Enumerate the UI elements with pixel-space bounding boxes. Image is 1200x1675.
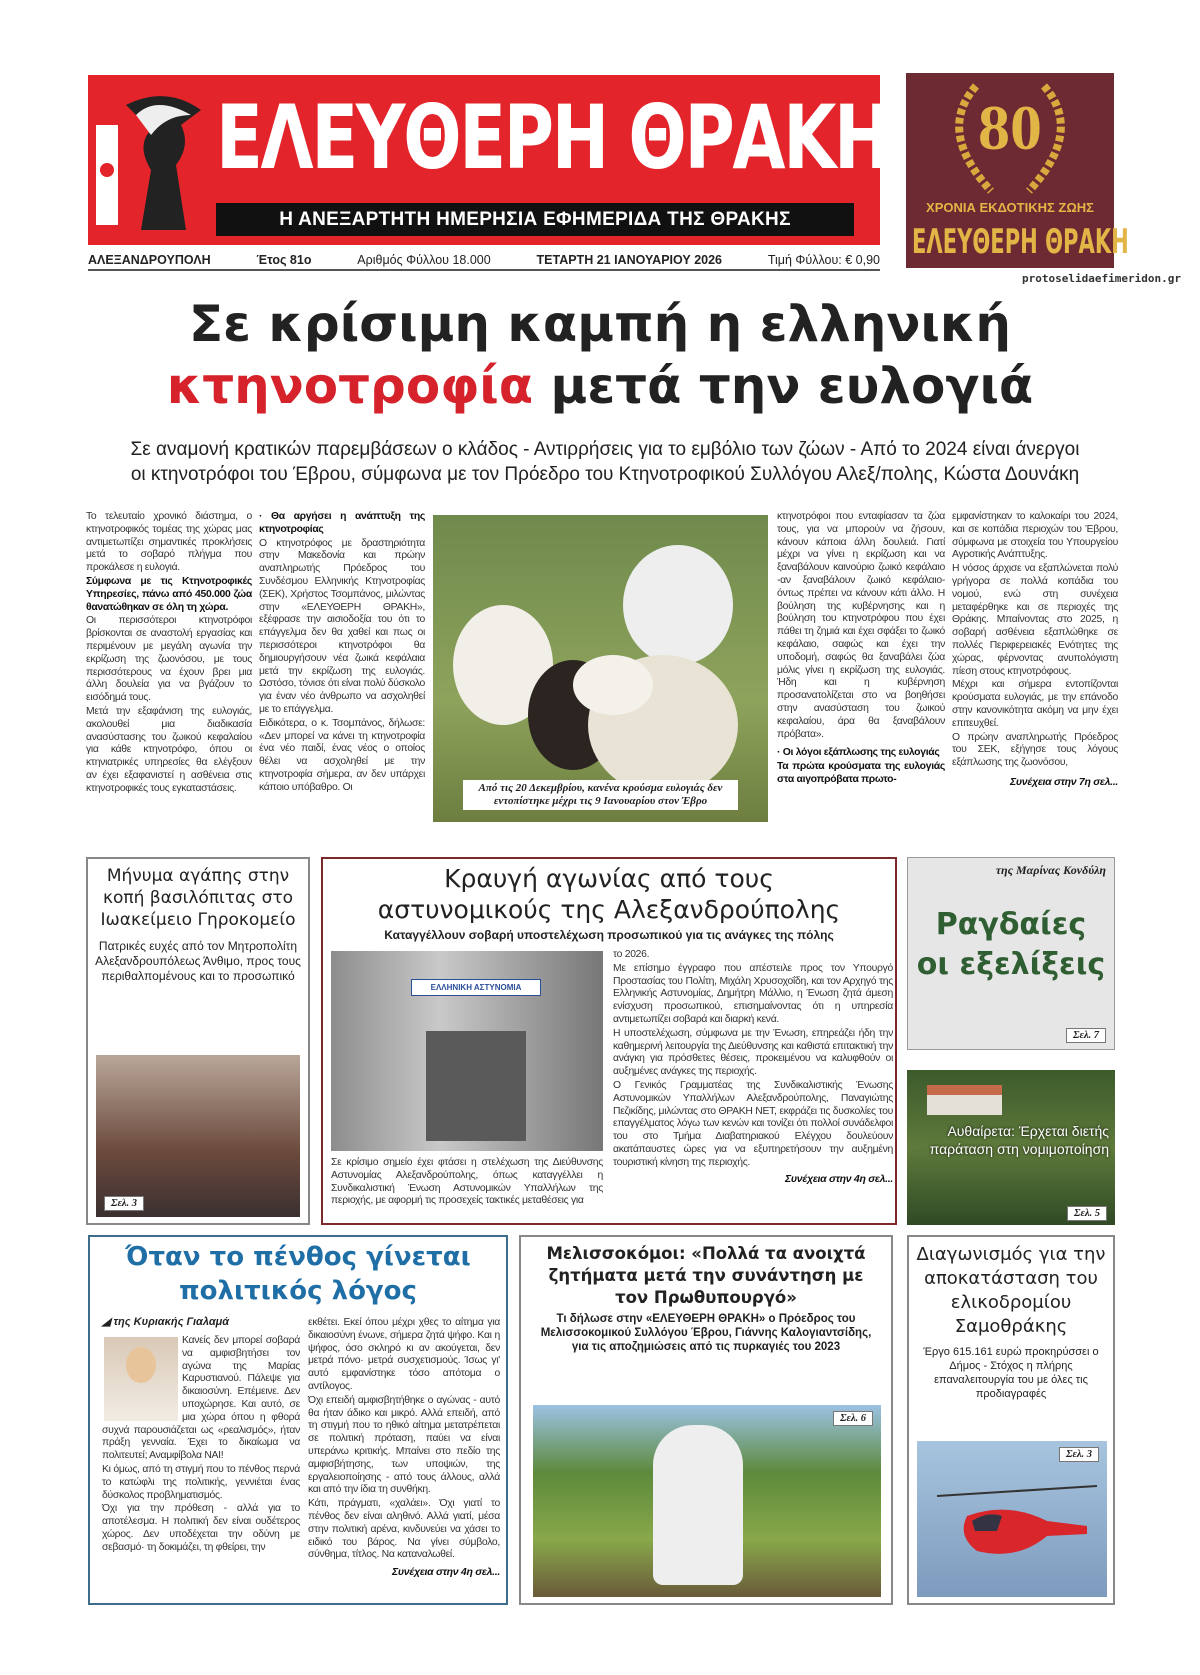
article-title xyxy=(908,905,1114,985)
beekeeper-photo xyxy=(533,1405,881,1597)
subhead-line2: οι κτηνοτρόφοι του Έβρου, σύμφωνα με τον Πρόεδρο του Κτηνοτροφικού Συλλόγου Αλεξ/πολης, Κώστα Δουνάκη xyxy=(130,464,1080,485)
intro-text: Κανείς δεν μπορεί σοβαρά να αμφισβητήσει τον αγώνα της Μαρίας Καρυστιανού. Πάλεψε για δικαιοσύνη. Επέμεινε. Δεν υποχώρησε. Και αυτό, σε μια χώρα όπου η φθορά συχνά παρουσιάζεται ως «ρεαλισμός», ήταν πράξη γενναία. Έχει το δικαίωμα να πολιτευτεί; Αναμφίβολα ΝΑΙ! xyxy=(102,1335,300,1462)
page-tag[interactable]: Σελ. 7 xyxy=(1066,1028,1106,1043)
author-name: της Κυριακής Γιαλαμά xyxy=(113,1316,230,1328)
lead-column-1 xyxy=(86,511,252,797)
page-tag[interactable]: Σελ. 3 xyxy=(104,1196,144,1211)
newspaper-tagline: Η ΑΝΕΞΑΡΤΗΤΗ ΗΜΕΡΗΣΙΑ ΕΦΗΜΕΡΙΔΑ ΤΗΣ ΘΡΑΚΗΣ xyxy=(216,203,854,236)
intro xyxy=(102,1335,300,1463)
paragraph: Όχι για την πρόθεση - αλλά για το αποτέλεσμα. Η πολιτική δεν είναι ουδέτερος χώρος. Δεν υποδέχεται την οδύνη με σεβασμό· τη δοκιμάζει, τη φθείρει, την xyxy=(102,1503,300,1553)
article-subtitle: Καταγγέλλουν σοβαρή υποστελέχωση προσωπικού για τις ανάγκες της πόλης xyxy=(384,928,834,942)
article-title xyxy=(323,863,895,925)
title-line2: οι εξελίξεις xyxy=(916,947,1106,982)
winged-victory-logo xyxy=(96,85,214,235)
anniversary-name: ΕΛΕΥΘΕΡΗ ΘΡΑΚΗ xyxy=(912,222,1129,262)
title-line1: Όταν το πένθος γίνεται xyxy=(125,1242,471,1272)
paragraph: Όχι επειδή αμφισβητήθηκε ο αγώνας - αυτό θα ήταν άδικο και μικρό. Αλλά επειδή, από τη στιγμή που το ηθικό αίτημα μετατρέπεται σε πολιτική πρόταση, παύει να είναι υπεράνω κριτικής. Μπαίνει στο πεδίο της αμφισβήτησης, των υποψιών, της εργαλειοποίησης - από τους άλλους, αλλά και από την ίδια τη συνθήκη. xyxy=(308,1394,500,1496)
subhead-line1: Σε αναμονή κρατικών παρεμβάσεων ο κλάδος - Αντιρρήσεις για το εμβόλιο των ζώων - Από το 2024 είναι άνεργοι xyxy=(130,439,1080,460)
page-tag[interactable]: Σελ. 6 xyxy=(833,1411,873,1426)
helicopter-icon xyxy=(937,1476,1097,1576)
paragraph: Κάτι, πράγματι, «χαλάει». Όχι γιατί το πένθος δεν είναι αληθινό. Αλλά γιατί, μέσα στην πολιτική αρένα, κινδυνεύει να χάσει το ειδικό του βάρος. Να γίνει σύμβολο, σύνθημα, τίτλος. Να καταναλωθεί. xyxy=(308,1498,500,1561)
anniversary-number: 80 xyxy=(978,92,1042,163)
paragraph: Τα πρώτα κρούσματα της ευλογιάς στα αιγοπρόβατα πρωτο- xyxy=(777,761,945,785)
atm-kiosk xyxy=(426,1031,526,1141)
article-title xyxy=(90,1240,506,1308)
helicopter-photo xyxy=(917,1441,1107,1597)
headline-line2: μετά την ευλογιά xyxy=(533,357,1034,415)
title-line2: πολιτικός λόγος xyxy=(179,1276,417,1306)
article-title: Μελισσοκόμοι: «Πολλά τα ανοιχτά ζητήματα μετά την συνάντηση με τον Πρωθυπουργό» xyxy=(546,1244,866,1307)
headline-highlight: κτηνοτροφία xyxy=(166,357,534,415)
lead-headline[interactable] xyxy=(0,293,1200,417)
house-illustration xyxy=(927,1085,1002,1115)
section-heading: · Θα αργήσει η ανάπτυξη της κτηνοτροφίας xyxy=(259,511,425,535)
price: Τιμή Φύλλου: € 0,90 xyxy=(767,253,880,267)
paragraph: εμφανίστηκαν το καλοκαίρι του 2024, και σε κοπάδια περιοχών του Έβρου, σύμφωνα με στοιχεία του Υπουργείου Αγροτικής Ανάπτυξης. xyxy=(952,511,1118,561)
continue-link[interactable]: Συνέχεια στην 7η σελ... xyxy=(1010,775,1118,788)
gerokomeio-article[interactable] xyxy=(86,857,310,1225)
police-left-text: Σε κρίσιμο σημείο έχει φτάσει η στελέχωση της Διεύθυνσης Αστυνομίας Αλεξανδρούπολης, όπως καταγγέλλει η Συνδικαλιστική Ένωση Αστυνομικών Υπαλλήλων της περιοχής, με αφορμή τις προσεχείς τακτικές μεταθέσεις για xyxy=(331,1157,603,1207)
title-line1: Ραγδαίες xyxy=(935,907,1087,942)
city: ΑΛΕΞΑΝΔΡΟΥΠΟΛΗ xyxy=(88,253,211,267)
lead-column-3 xyxy=(777,511,945,788)
paragraph: εκθέτει. Εκεί όπου μέχρι χθες το αίτημα για δικαιοσύνη ένωνε, σήμερα ζητά ψήφο. Και η ψήφος, όσο σκληρό κι αν ακούγεται, δεν μετρά πόνο· μετρά συσχετισμούς. Ίσως γι' αυτό εμφανίστηκε τόσο απότομα ο αντίλογος. xyxy=(308,1317,500,1392)
lead-column-2 xyxy=(259,511,425,796)
police-right-text xyxy=(613,949,893,1186)
author: της Μαρίνας Κονδύλη xyxy=(995,863,1106,877)
paragraph: Με επίσημο έγγραφο που απέστειλε προς τον Υπουργό Προστασίας του Πολίτη, Μιχάλη Χρυσοχοΐδη, και τον Αρχηγό της Ελληνικής Αστυνομίας, Δημήτρη Μάλλιο, η Ένωση ζητά άμεση ενίσχυση προσωπικού, επισημαίνοντας ότι η υπηρεσία αντιμετωπίζει σοβαρά και διαρκή κενά. xyxy=(613,962,893,1025)
article-title: Διαγωνισμός για την αποκατάσταση του ελικοδρομίου Σαμοθράκης xyxy=(916,1244,1106,1337)
paragraph: Μετά την εξαφάνιση της ευλογιάς, ακολουθεί μια διαδικασία ανασύστασης του ζωικού κεφαλαίου για κάθε κτηνοτρόφο, όπου οι κτηνιατρικές υπηρεσίες θα ελέγξουν αν έχει εξαφανιστεί η ασθένεια στις κτηνοτροφικές τους εγκαταστάσεις. xyxy=(86,705,252,794)
article-title: Μήνυμα αγάπης στην κοπή βασιλόπιτας στο Ιωακείμειο Γηροκομείο xyxy=(100,866,296,930)
paragraph: Η νόσος άρχισε να εξαπλώνεται πολύ γρήγορα σε πολλά κοπάδια του νομού, ενώ στη συνέχεια μεταφέρθηκε και σε περιοχές της Θράκης. Μπαίνοντας στο 2025, η σοβαρή ασθένεια εξαπλώθηκε σε πολλές Περιφερειακές Ενότητες της χώρας, φέρνοντας ανυπολόγιστη πίεση στους κτηνοτρόφους. xyxy=(952,563,1118,677)
year: Έτος 81ο xyxy=(256,253,312,267)
grief-right-column xyxy=(308,1317,500,1580)
article-title: Αυθαίρετα: Έρχεται διετής παράταση στη νομιμοποίηση xyxy=(929,1123,1109,1157)
masthead xyxy=(88,75,890,245)
beekeeper-figure xyxy=(653,1425,743,1585)
lead-subheadline xyxy=(90,437,1120,487)
page-tag[interactable]: Σελ. 5 xyxy=(1067,1206,1107,1221)
page-tag[interactable]: Σελ. 3 xyxy=(1059,1447,1099,1462)
paragraph: Ο πρώην αναπληρωτής Πρόεδρος του ΣΕΚ, εξήγησε τους λόγους εξάπλωσης της ζωονόσου, xyxy=(952,731,1118,769)
police-building-photo xyxy=(331,951,603,1151)
anniversary-badge xyxy=(906,73,1129,268)
paragraph: Ο κτηνοτρόφος με δραστηριότητα στην Μακεδονία και πρώην αναπληρωτής Πρόεδρος του Συνδέσμου Ελληνικής Κτηνοτροφίας (ΣΕΚ), Χρήστος Τσομπάνος, μιλώντας στην «ΕΛΕΥΘΕΡΗ ΘΡΑΚΗ», εξέφρασε την αισιοδοξία του ότι το επάγγελμα δεν θα χαθεί και πως οι περισσότεροι κτηνοτρόφοι θα δημιουργήσουν νέα ζωικά κεφάλαια μετά την εκρίζωση της ευλογιάς. Ωστόσο, τόνισε ότι είναι πολύ δύσκολο για έναν νέο άνθρωπο να ασχοληθεί με το επάγγελμα. xyxy=(259,537,425,715)
article-subtitle: Τι δήλωσε στην «ΕΛΕΥΘΕΡΗ ΘΡΑΚΗ» ο Πρόεδρος του Μελισσοκομικού Συλλόγου Έβρου, Γιάννης Καλογιαντσίδης, για τις αποζημιώσεις από τις πυρκαγιές του 2023 xyxy=(540,1313,872,1353)
section-heading: · Οι λόγοι εξάπλωσης της ευλογιάς xyxy=(777,747,940,759)
newspaper-title: ΕΛΕΥΘΕΡΗ ΘΡΑΚΗ xyxy=(216,86,890,189)
police-sign: ΕΛΛΗΝΙΚΗ ΑΣΤΥΝΟΜΙΑ xyxy=(411,979,541,996)
continue-link[interactable]: Συνέχεια στην 4η σελ... xyxy=(392,1566,500,1579)
title-line2: αστυνομικούς της Αλεξανδρούπολης xyxy=(377,895,841,924)
paragraph: κτηνοτρόφοι που ενταφίασαν τα ζώα τους, για να μπορούν να ζήσουν, κάνουν κάποια άλλη δουλειά. Γιατί μέχρι να γίνει η εκρίζωση και να ξαναβάλουν καινούριο ζωικό κεφάλαιο -αν ξαναβάλουν ζωικό κεφάλαιο- όντως πρέπει να κάνουν κάτι άλλο. Η βούληση της κυβέρνησης και η βούληση του κτηνοτρόφου που έχει πάθει τη ζημιά και έχει σφάξει το ζωικό κεφάλαιο, σαφώς και έχει την υποδομή, σαφώς θα ξαναβάλει ζώα μόλις γίνει η εκρίζωση της ευλογιάς. Ήδη και η κυβέρνηση προσανατολίζεται στο να βοηθήσει στην ανασύσταση του ζωικού κεφαλαίου, άρα θα ξαναβάλουν πρόβατα». xyxy=(777,511,945,740)
article-summary: Πατρικές ευχές από τον Μητροπολίτη Αλεξανδρουπόλεως Άνθιμο, προς τους περιθαλπομένους και το προσωπικό xyxy=(95,939,301,983)
beekeepers-article[interactable] xyxy=(519,1235,893,1605)
article-summary: Έργο 615.161 ευρώ προκηρύσσει ο Δήμος - Στόχος η πλήρης επαναλειτουργία του με όλες τις προδιαγραφές xyxy=(923,1346,1099,1400)
paragraph: Μέχρι και σήμερα εντοπίζονται κρούσματα ευλογιάς, με την επάνοδο στην κανονικότητα ακόμη να μην έχει επιτευχθεί. xyxy=(952,679,1118,729)
paragraph: Κι όμως, από τη στιγμή που το πένθος περνά το κατώφλι της πολιτικής, γεννιέται ένας δύσκολος προβληματισμός. xyxy=(102,1463,300,1501)
lead-column-4 xyxy=(952,511,1118,790)
author: ◢ της Κυριακής Γιαλαμά xyxy=(102,1316,230,1328)
headline-line1: Σε κρίσιμη καμπή η ελληνική xyxy=(189,295,1011,353)
paragraph: Ο Γενικός Γραμματέας της Συνδικαλιστικής Ένωσης Αστυνομικών Υπαλλήλων Αλεξανδρούπολης, Παναγιώτης Πεζικίδης, μιλώντας στο ΘΡΑΚΗ ΝΕΤ, εκφράζει τις δυσκολίες του επαγγέλματος λόγω των κενών και τονίζει ότι πολλοί συνάδελφοι του στο Τμήμα Διαβατηριακού Ελέγχου δουλεύουν ακατάπαυστες ώρες για να εξυπηρετήσουν την αυξημένη τουριστική κίνηση της περιοχής. xyxy=(613,1079,893,1168)
opinion-article[interactable] xyxy=(907,857,1115,1050)
police-article[interactable] xyxy=(321,857,897,1225)
photo-float xyxy=(102,1335,182,1423)
paragraph: Οι περισσότεροι κτηνοτρόφοι βρίσκονται σε αναστολή εργασίας και περιμένουν με μεγάλη αγωνία την εκρίζωση της ζωονόσου, με τους περισσότερους να έχουν βρει μια άλλη δουλεία για να βγάζουν το εισόδημά τους. xyxy=(86,615,252,704)
photo-caption: Από τις 20 Δεκεμβρίου, κανένα κρούσμα ευλογιάς δεν εντοπίστηκε μέχρι τις 9 Ιανουαρίου στον Έβρο xyxy=(463,780,738,810)
continue-link[interactable]: Συνέχεια στην 4η σελ... xyxy=(785,1172,893,1185)
heliport-article[interactable] xyxy=(907,1235,1115,1605)
paragraph: Η υποστελέχωση, σύμφωνα με την Ένωση, επηρεάζει ήδη την καθημερινή λειτουργία της Διεύθυνσης και καθιστά επιτακτική την ανάγκη για πρόσθετες θέσεις, προκειμένου να καλυφθούν οι αυξημένες ανάγκες της περιοχής. xyxy=(613,1027,893,1078)
grief-left-column xyxy=(102,1335,300,1556)
sheep-illustration xyxy=(433,515,768,822)
sheep-photo xyxy=(433,515,768,822)
property-article[interactable] xyxy=(907,1070,1115,1225)
issue-meta-bar xyxy=(88,251,880,271)
issue-number: Αριθμός Φύλλου 18.000 xyxy=(357,253,491,267)
title-line1: Κραυγή αγωνίας από τους xyxy=(444,864,774,893)
paragraph: Ειδικότερα, ο κ. Τσομπάνος, δήλωσε: «Δεν μπορεί να κάνει τη κτηνοτροφία ένα νέο παιδί, ένας νέος ο οποίος θέλει να ασχοληθεί με την κτηνοτροφία σήμερα, αν δεν υπάρχει κάποιο υπόβαθρο. Οι xyxy=(259,717,425,793)
nursing-home-photo xyxy=(96,1055,300,1217)
date: ΤΕΤΑΡΤΗ 21 ΙΑΝΟΥΑΡΙΟΥ 2026 xyxy=(536,253,723,267)
paragraph: το 2026. xyxy=(613,949,650,960)
paragraph: Το τελευταίο χρονικό διάστημα, ο κτηνοτροφικός τομέας της χώρας μας αντιμετωπίζει σημαντικές προκλήσεις μετά το σοβαρό πλήγμα που προκάλεσε η ευλογιά. xyxy=(86,511,252,574)
grief-article[interactable] xyxy=(88,1235,508,1605)
anniversary-text: ΧΡΟΝΙΑ ΕΚΔΟΤΙΚΗΣ ΖΩΗΣ xyxy=(926,200,1094,215)
paragraph: Σύμφωνα με τις Κτηνοτροφικές Υπηρεσίες, πάνω από 450.000 ζώα θανατώθηκαν σε όλη τη χώρα. xyxy=(86,575,252,613)
watermark: protoselidaefimeridon.gr xyxy=(1019,271,1184,286)
